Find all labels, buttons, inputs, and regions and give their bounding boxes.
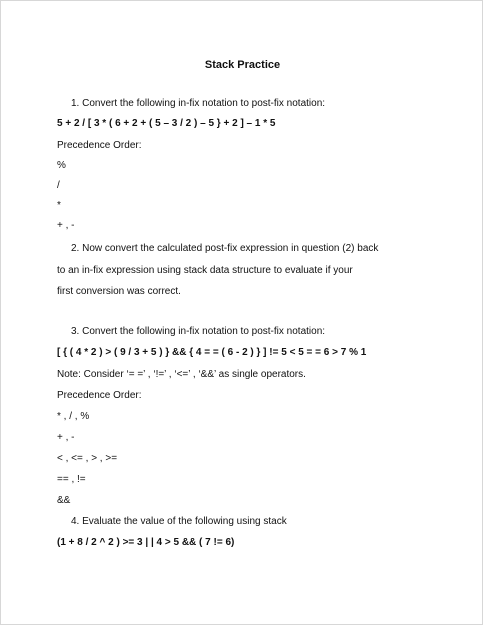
question-4-expression: (1 + 8 / 2 ^ 2 ) >= 3 | | 4 > 5 && ( 7 != 6) bbox=[57, 537, 235, 548]
precedence-item: < , <= , > , >= bbox=[57, 453, 118, 464]
question-2-line-3: first conversion was correct. bbox=[57, 286, 181, 297]
precedence-item: + , - bbox=[57, 220, 75, 231]
precedence-item: % bbox=[57, 160, 66, 171]
precedence-item: + , - bbox=[57, 432, 75, 443]
page-title: Stack Practice bbox=[204, 59, 281, 71]
precedence-label-1: Precedence Order: bbox=[57, 140, 142, 151]
precedence-label-3: Precedence Order: bbox=[57, 390, 142, 401]
precedence-item: * , / , % bbox=[57, 411, 90, 422]
question-3: 3. Convert the following in-fix notation to post-fix notation: bbox=[71, 326, 326, 337]
precedence-item: == , != bbox=[57, 474, 86, 485]
question-3-note: Note: Consider ‘= =’ , ‘!=’ , ‘<=’ , ‘&&’ as single operators. bbox=[57, 369, 306, 380]
question-1-expression: 5 + 2 / [ 3 * ( 6 + 2 + ( 5 – 3 / 2 ) – 5 } + 2 ] – 1 * 5 bbox=[57, 118, 276, 129]
question-2-line-2: to an in-fix expression using stack data structure to evaluate if your bbox=[57, 265, 353, 276]
precedence-item: && bbox=[57, 495, 71, 506]
precedence-item: / bbox=[57, 180, 60, 191]
question-3-expression: [ { ( 4 * 2 ) > ( 9 / 3 + 5 ) } && { 4 = = ( 6 - 2 ) } ] != 5 < 5 = = 6 > 7 % 1 bbox=[57, 347, 367, 358]
question-1: 1. Convert the following in-fix notation to post-fix notation: bbox=[71, 98, 326, 109]
question-2-line-1: 2. Now convert the calculated post-fix expression in question (2) back bbox=[71, 243, 379, 254]
precedence-item: * bbox=[57, 200, 61, 211]
question-4: 4. Evaluate the value of the following using stack bbox=[71, 516, 287, 527]
